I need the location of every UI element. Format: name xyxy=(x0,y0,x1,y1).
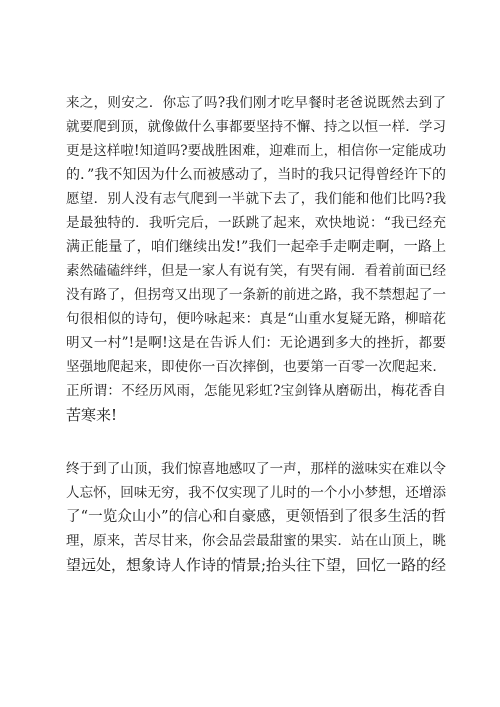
text-line: 了“一览众山小”的信心和自豪感，更领悟到了很多生活的哲 xyxy=(66,509,446,525)
text-line: 没有路了，但拐弯又出现了一条新的前进之路，我不禁想起了一 xyxy=(66,287,446,303)
text-line: 就要爬到顶，就像做什么事都要坚持不懈、持之以恒一样．学习 xyxy=(66,119,446,135)
text-line: 坚强地爬起来，即使你一百次摔倒，也要第一百零一次爬起来． xyxy=(66,359,446,375)
text-line: 满正能量了，咱们继续出发!”我们一起牵手走啊走啊，一路上 xyxy=(66,239,446,255)
text-line: 理，原来，苦尽甘来，你会品尝最甜蜜的果实．站在山顶上，眺 xyxy=(66,533,446,549)
text-line: 人忘怀，回味无穷，我不仅实现了儿时的一个小小梦想，还增添 xyxy=(66,485,446,501)
text-line: 素然磕磕绊绊，但是一家人有说有笑，有哭有闹．看着前面已经 xyxy=(66,263,446,279)
text-line: 终于到了山顶，我们惊喜地感叹了一声，那样的滋味实在难以令 xyxy=(66,461,446,477)
text-line: 来之，则安之．你忘了吗?我们刚才吃早餐时老爸说既然去到了 xyxy=(66,95,446,111)
text-line: 是最独特的．我听完后，一跃跳了起来，欢快地说：“我已经充 xyxy=(66,215,446,231)
text-line: 苦寒来! xyxy=(66,406,118,424)
text-line: 正所谓：不经历风雨，怎能见彩虹?宝剑锋从磨砺出，梅花香自 xyxy=(66,383,446,399)
text-line: 愿望．别人没有志气爬到一半就下去了，我们能和他们比吗?我 xyxy=(66,191,446,207)
paragraph xyxy=(66,457,446,577)
text-line: 句很相似的诗句，便吟咏起来：真是“山重水复疑无路，柳暗花 xyxy=(66,311,446,327)
text-line: 望远处，想象诗人作诗的情景;抬头往下望，回忆一路的经 xyxy=(66,556,447,574)
paragraph xyxy=(66,91,446,427)
text-line: 明又一村”!是啊!这是在告诉人们：无论遇到多大的挫折，都要 xyxy=(66,335,446,351)
text-line: 更是这样啦!知道吗?要战胜困难，迎难而上，相信你一定能成功 xyxy=(66,143,446,159)
text-line: 的．”我不知因为什么而被感动了，当时的我只记得曾经许下的 xyxy=(66,167,446,183)
